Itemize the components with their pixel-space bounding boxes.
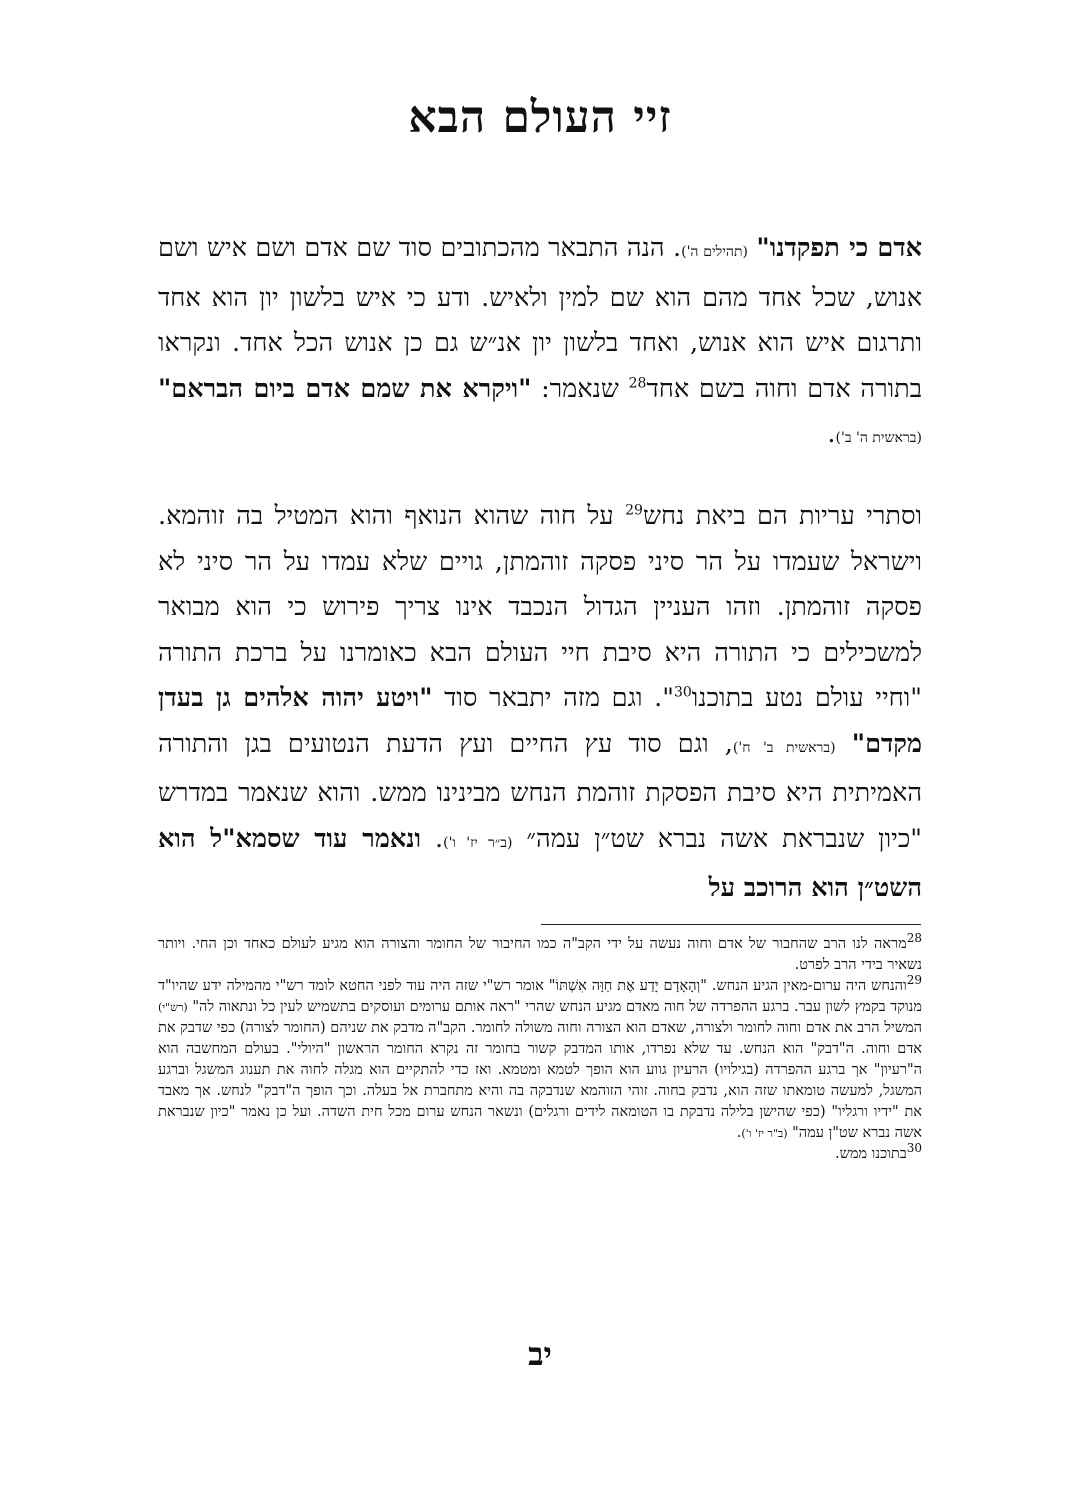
citation: (תהילים ה') — [681, 244, 748, 260]
footnote-number: 29 — [906, 973, 922, 988]
body-text: . — [421, 823, 444, 854]
footnote-text: מראה לנו הרב שהחבור של אדם וחוה נעשה על ידי הקב"ה כמו החיבור של החומר והצורה הוא מגיע לעולם כאחד וכן החי. ויותר נשאיר בידי הרב לפרט. — [158, 936, 922, 973]
footnote-ref-29: 29 — [625, 502, 643, 519]
footnotes — [158, 931, 922, 1165]
footnote-text: . — [736, 1125, 742, 1141]
footnote-ref-28: 28 — [628, 375, 647, 391]
body-text: שנאמר: — [531, 373, 629, 404]
citation: (ב״ר יז' ו') — [443, 834, 513, 851]
footnote-ref-30: 30 — [673, 684, 692, 701]
body-text: וסתרי עריות הם ביאת נחש — [642, 501, 922, 531]
page-title: זיי העולם הבא — [408, 92, 672, 143]
footnote-number: 30 — [906, 1141, 922, 1156]
body-text: . — [827, 419, 836, 449]
body-text: . הנה התבאר מהכתובים סוד שם אדם ושם איש ושם אנוש, שכל אחד מהם הוא שם למין ולאיש. ודע כי איש בלשון יון הוא אחד ותרגום איש הוא אנוש, ואחד בלשון יון אנ״ש גם כן אנוש הכל אחד. ונקראו בתורה אדם וחוה בשם אחד — [158, 233, 922, 404]
quote-bold: "ויטע יהוה אלהים גן בעדן מקדם" — [158, 683, 923, 759]
citation: (בראשית ב' ח') — [732, 739, 836, 756]
footnote-divider — [541, 924, 921, 925]
footnote-30 — [158, 1141, 922, 1165]
quote-bold: אדם כי תפקדנו" — [756, 233, 922, 263]
paragraph-1 — [158, 226, 922, 462]
page-number: יב — [528, 1335, 552, 1373]
quote-bold: "ויקרא את שמם אדם ביום הבראם" — [158, 373, 532, 404]
citation: (בראשית ה' ב') — [835, 430, 922, 446]
footnote-29 — [158, 973, 922, 1144]
footnote-number: 28 — [906, 931, 922, 946]
body-text: ". וגם מזה יתבאר סוד — [432, 683, 674, 713]
body-text: , וגם סוד עץ החיים ועץ הדעת הנטועים בגן והתורה האמיתית היא סיבת הפסקת זוהמת הנחש מבינינו ממש. והוא שנאמר במדרש "כיון שנבראת אשה נברא שט״ן עמה״ — [158, 728, 923, 854]
paragraph-2 — [158, 494, 922, 912]
quote-bold: ונאמר עוד שסמא"ל הוא השט״ן הוא הרוכב על — [158, 823, 922, 903]
footnote-text: והנחש היה ערום-מאין הגיע הנחש. "וְהָאָדָם יָדַע אֶת חַוָּה אִשְׁתּוֹ" אומר רש"י שזה היה עוד לפני החטא לומד רש"י מהמילה ידע שהיו"ד מנוקד בקמץ לשון עבר. ברגע ההפרדה של חוה מאדם מגיע הנחש שהרי "ראה אותם ערומים ועוסקים בתשמיש לעין כל ונתאוה לה" — [158, 978, 922, 1015]
citation: (רש"י) — [158, 1001, 188, 1014]
citation: (ב"ר יז' ו') — [741, 1127, 788, 1140]
footnote-text: המשיל הרב את אדם וחוה לחומר ולצורה, שאדם הוא הצורה וחוה משולה לחומר. הקב"ה מדבק את שניהם (החומר לצורה) כפי שדבק את אדם וחוה. ה"דבק" הוא הנחש. עד שלא נפרדו, אותו המדבק קשור בחומר זה נקרא החומר הראשון "היולי". בעולם המחשבה הוא ה"רעיון" אך ברגע ההפרדה (בגילויו) הרעיון גווע הוא הופך לטמא ומטמא. ואז כדי להתקיים הוא מגלה לחוה את תענוג המשגל וברגע המשגל, למעשה טומאתו שזה הוא, נדבק בחוה. זוהי הזוהמא שנדבקה בה והיא מתחברת אל בעלה. וכך הופך ה"דבק" לנחש. אך מאבד את "ידיו ורגליו" (כפי שהישן בלילה נדבקת בו הטומאה לידים ורגלים) ונשאר הנחש ערום מכל חית השדה. ועל כן נאמר "כיון שנבראת אשה נברא שט"ן עמה" — [158, 1020, 922, 1141]
footnote-28 — [158, 931, 922, 976]
footnote-text: בתוכנו ממש. — [834, 1146, 907, 1162]
body-text: על חוה שהוא הנואף והוא המטיל בה זוהמא. וישראל שעמדו על הר סיני פסקה זוהמתן, גויים שלא עמדו על הר סיני לא פסקה זוהמתן. וזהו העניין הגדול הנכבד אינו צריך פירוש כי הוא מבואר למשכילים כי התורה היא סיבת חיי העולם הבא כאומרנו על ברכת התורה "וחיי עולם נטע בתוכנו — [158, 501, 922, 713]
